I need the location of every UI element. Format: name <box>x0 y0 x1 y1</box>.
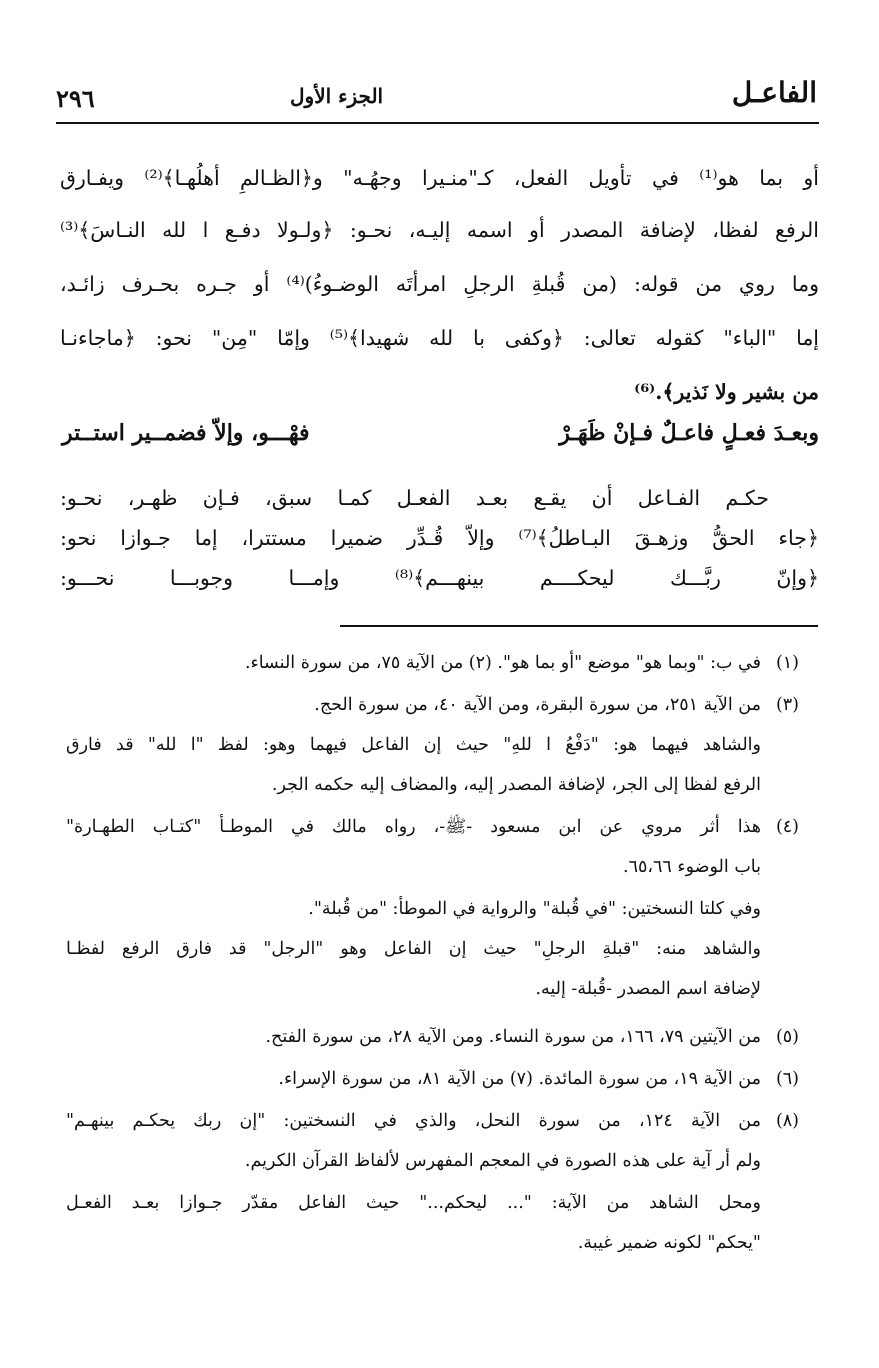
page-number: ٢٩٦ <box>56 84 95 113</box>
footnote-line: لإضافة اسم المصدر -قُبلة- إليه. <box>535 979 761 999</box>
main-text-line: أو بما هو⁽¹⁾ في تأويل الفعل، كـ"منـيرا وجهُـه" و﴿الظـالمِ أهلُهـا﴾⁽²⁾ ويفـارق <box>60 166 819 190</box>
footnote-line: والشاهد فيهما هو: "دَفْعُ ا للهِ" حيث إن الفاعل فيهما وهو: لفظ "ا لله" قد فارق <box>66 735 761 755</box>
verse-hemistich-first: وبعـدَ فعـلٍ فاعـلٌ فـإنْ ظَهَـرْ <box>559 420 819 446</box>
footnote-line: الرفع لفظا إلى الجر، لإضافة المصدر إليه، والمضاف إليه حكمه الجر. <box>271 775 761 795</box>
commentary-line: ﴿وإنّ ربَّـــك ليحكــــم بينهـــم﴾⁽⁸⁾ وإمـــا وجوبـــا نحـــو: <box>60 566 819 590</box>
main-text-line: إما "الباء" كقوله تعالى: ﴿وكفى با لله شهيدا﴾⁽⁵⁾ وإمّا "مِن" نحو: ﴿ماجاءنـا <box>60 326 819 350</box>
footnote-line: وفي كلتا النسختين: "في قُبلة" والرواية في الموطأ: "من قُبلة". <box>308 899 761 919</box>
footnote-number: (١) <box>775 653 799 673</box>
footnote-line: من الآية ١٢٤، من سورة النحل، والذي في النسختين: "إن ربك يحكـم بينهـم" <box>66 1111 761 1131</box>
part-label: الجزء الأول <box>290 84 384 108</box>
footnote-line: ولم أر آية على هذه الصورة في المعجم المفهرس لألفاظ القرآن الكريم. <box>244 1151 761 1171</box>
footnote-line: هذا أثر مروي عن ابن مسعود -ﷺ-، رواه مالك في الموطـأ "كتـاب الطهـارة" <box>66 817 761 837</box>
main-text-line: وما روي من قوله: (من قُبلةِ الرجلِ امرأتَه الوضـوءُ)⁽⁴⁾ أو جـره بحـرف زائـد، <box>60 272 819 296</box>
commentary-line: ﴿جاء الحقُّ وزهـقَ البـاطلُ﴾⁽⁷⁾ وإلاّ قُـدِّر ضميرا مستترا، إما جـوازا نحو: <box>60 526 819 550</box>
footnote-line: من الآية ١٩، من سورة المائدة. (٧) من الآية ٨١، من سورة الإسراء. <box>278 1069 761 1089</box>
commentary-line: حكـم الفـاعل أن يقـع بعـد الفعـل كمـا سبق، فـإن ظهـر، نحـو: <box>60 486 769 510</box>
footnote-line: من الآية ٢٥١، من سورة البقرة، ومن الآية ٤٠، من سورة الحج. <box>314 695 761 715</box>
footnote-number: (٦) <box>775 1069 799 1089</box>
footnote-line: باب الوضوء ٦٥،٦٦. <box>623 857 761 877</box>
main-text-line: من بشير ولا نَذير﴾.⁽⁶⁾ <box>634 380 819 404</box>
header-divider <box>56 122 819 124</box>
footnote-number: (٨) <box>775 1111 799 1131</box>
verse-hemistich-second: فهْـــو، وإلاّ فضمــير استــتر <box>62 420 310 446</box>
footnote-line: والشاهد منه: "قبلةِ الرجلِ" حيث إن الفاعل وهو "الرجل" قد فارق الرفع لفظـا <box>66 939 761 959</box>
footnote-line: في ب: "وبما هو" موضع "أو بما هو". (٢) من الآية ٧٥، من سورة النساء. <box>244 653 761 673</box>
footnote-line: "يحكم" لكونه ضمير غيبة. <box>577 1233 761 1253</box>
footnote-number: (٤) <box>775 817 799 837</box>
chapter-title: الفاعـل <box>731 76 817 109</box>
footnote-line: ومحل الشاهد من الآية: "... ليحكم..." حيث الفاعل مقدّر جـوازا بعـد الفعـل <box>66 1193 761 1213</box>
footnote-line: من الآيتين ٧٩، ١٦٦، من سورة النساء. ومن الآية ٢٨، من سورة الفتح. <box>265 1027 761 1047</box>
main-text-line: الرفع لفظا، لإضافة المصدر أو اسمه إليـه، نحـو: ﴿ولـولا دفـع ا لله النـاسَ﴾⁽³⁾ <box>60 218 819 242</box>
footnote-number: (٥) <box>775 1027 799 1047</box>
footnote-divider <box>340 625 818 627</box>
footnote-number: (٣) <box>775 695 799 715</box>
